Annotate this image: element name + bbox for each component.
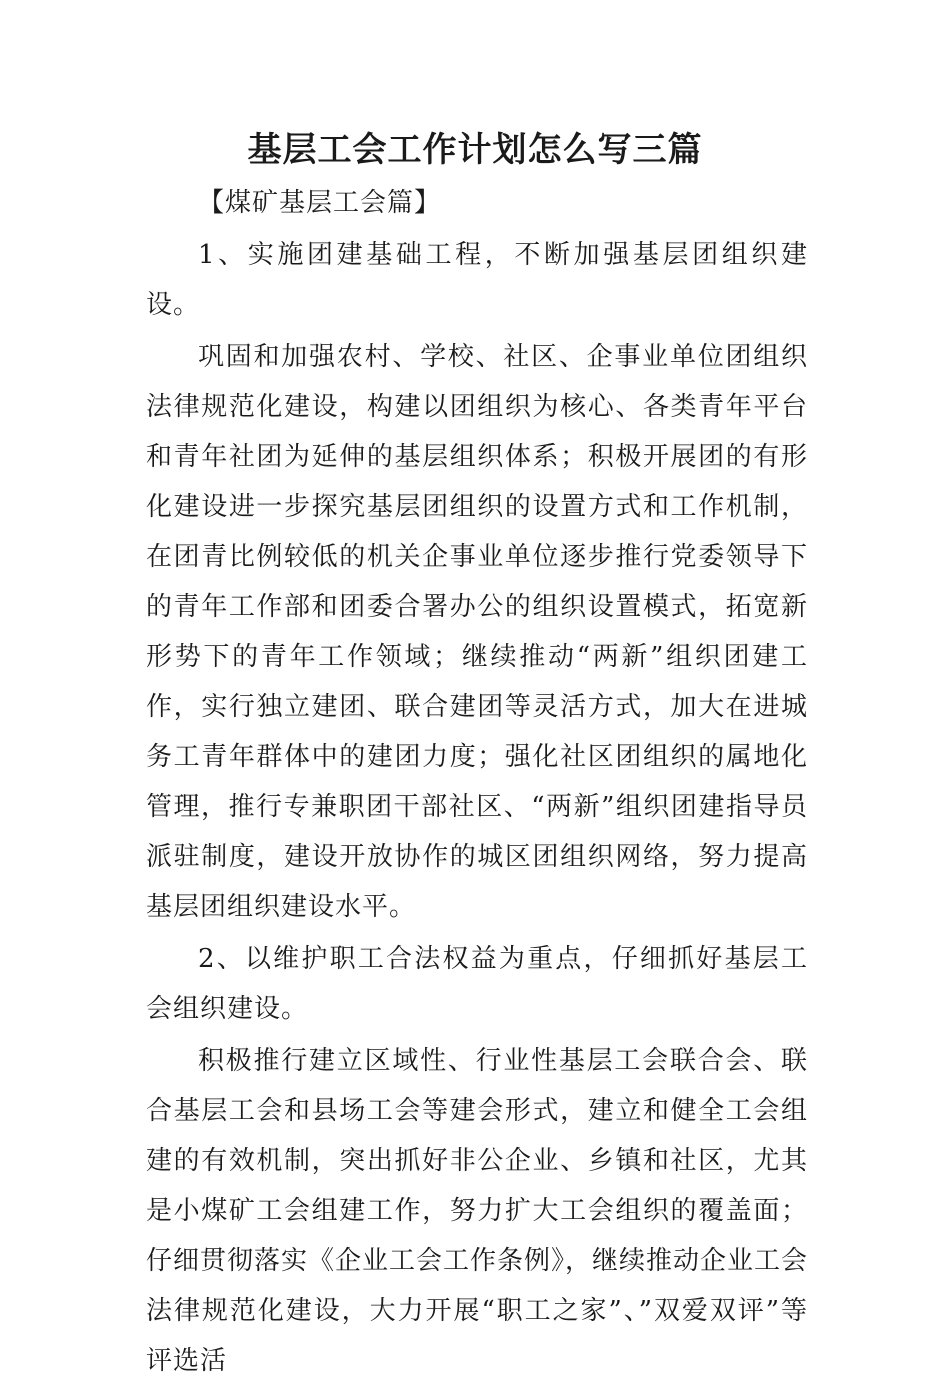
paragraph-3: 2、以维护职工合法权益为重点，仔细抓好基层工会组织建设。 <box>146 944 808 1024</box>
paragraph-4: 积极推行建立区域性、行业性基层工会联合会、联合基层工会和县场工会等建会形式，建立和健全工会组建的有效机制，突出抓好非公企业、乡镇和社区，尤其是小煤矿工会组建工作，努力扩大工会组织的覆盖面；仔细贯彻落实《企业工会工作条例》，继续推动企业工会法律规范化建设，大力开展“职工之家”、”双爱双评”等评选活 <box>146 1046 809 1376</box>
paragraph-1: 1、实施团建基础工程，不断加强基层团组织建设。 <box>146 240 808 320</box>
paragraph-2: 巩固和加强农村、学校、社区、企事业单位团组织法律规范化建设，构建以团组织为核心、各类青年平台和青年社团为延伸的基层组织体系；积极开展团的有形化建设进一步探究基层团组织的设置方式和工作机制，在团青比例较低的机关企事业单位逐步推行党委领导下的青年工作部和团委合署办公的组织设置模式，拓宽新形势下的青年工作领域；继续推动“两新”组织团建工作，实行独立建团、联合建团等灵活方式，加大在进城务工青年群体中的建团力度；强化社区团组织的属地化管理，推行专兼职团干部社区、“两新”组织团建指导员派驻制度，建设开放协作的城区团组织网络，努力提高基层团组织建设水平。 <box>146 342 808 922</box>
section-heading: 【煤矿基层工会篇】 <box>198 188 442 218</box>
document-title: 基层工会工作计划怎么写三篇 <box>247 130 703 170</box>
document-body <box>146 178 808 1386</box>
